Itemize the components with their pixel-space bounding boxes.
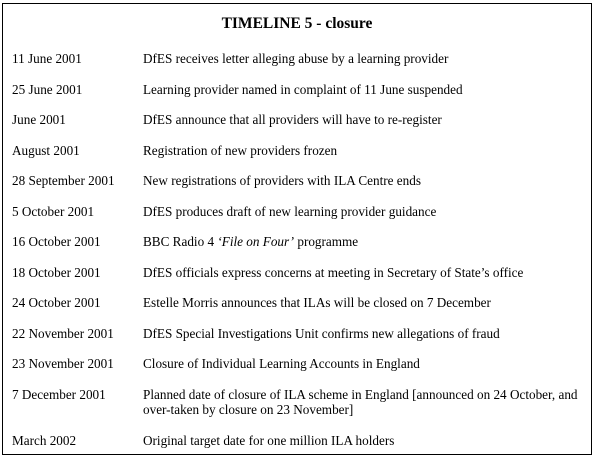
timeline-date: 24 October 2001 <box>12 295 101 310</box>
timeline-row <box>12 112 590 127</box>
timeline-date: 16 October 2001 <box>12 234 101 249</box>
timeline-event <box>143 234 590 249</box>
timeline-date: 11 June 2001 <box>12 51 82 66</box>
timeline-event: New registrations of providers with ILA Centre ends <box>143 173 421 188</box>
timeline-date: 25 June 2001 <box>12 81 83 97</box>
timeline-event: DfES officials express concerns at meeting in Secretary of State’s office <box>143 264 524 280</box>
event-text: BBC Radio 4 <box>143 234 218 249</box>
timeline-title: TIMELINE 5 - closure <box>221 15 373 32</box>
timeline-row <box>12 173 590 188</box>
timeline-row <box>12 295 590 310</box>
timeline-date: August 2001 <box>12 142 80 158</box>
timeline-row <box>12 326 590 341</box>
timeline-row <box>12 82 590 97</box>
timeline-row <box>12 234 590 249</box>
timeline-event: Registration of new providers frozen <box>143 142 338 158</box>
timeline-event: DfES announce that all providers will have to re-register <box>143 112 442 127</box>
timeline-date: 5 October 2001 <box>12 203 95 219</box>
timeline-date: 28 September 2001 <box>12 173 115 188</box>
timeline-event: DfES Special Investigations Unit confirms new allegations of fraud <box>143 325 500 341</box>
timeline-list <box>12 51 590 463</box>
timeline-row <box>12 433 590 448</box>
timeline-box <box>2 3 592 455</box>
timeline-row <box>12 387 590 417</box>
timeline-date: 7 December 2001 <box>12 386 106 402</box>
timeline-date: 18 October 2001 <box>12 264 101 280</box>
timeline-event: Learning provider named in complaint of 11 June suspended <box>143 81 463 97</box>
timeline-row <box>12 356 590 371</box>
timeline-event: Planned date of closure of ILA scheme in England [announced on 24 October, and over-taken by closure on 23 November] <box>143 386 578 417</box>
event-text: programme <box>294 234 359 249</box>
timeline-row <box>12 143 590 158</box>
programme-title: ‘File on Four’ <box>217 234 295 249</box>
timeline-row <box>12 51 590 66</box>
timeline-event: Estelle Morris announces that ILAs will be closed on 7 December <box>143 295 491 310</box>
timeline-date: June 2001 <box>12 112 66 127</box>
timeline-row <box>12 204 590 219</box>
timeline-date: March 2002 <box>12 432 77 448</box>
timeline-date: 22 November 2001 <box>12 325 114 341</box>
timeline-date: 23 November 2001 <box>12 356 114 371</box>
timeline-event: DfES receives letter alleging abuse by a learning provider <box>143 51 449 66</box>
timeline-row <box>12 265 590 280</box>
timeline-event: Closure of Individual Learning Accounts in England <box>143 356 420 371</box>
timeline-event: Original target date for one million ILA holders <box>143 432 395 448</box>
timeline-event: DfES produces draft of new learning provider guidance <box>143 203 437 219</box>
